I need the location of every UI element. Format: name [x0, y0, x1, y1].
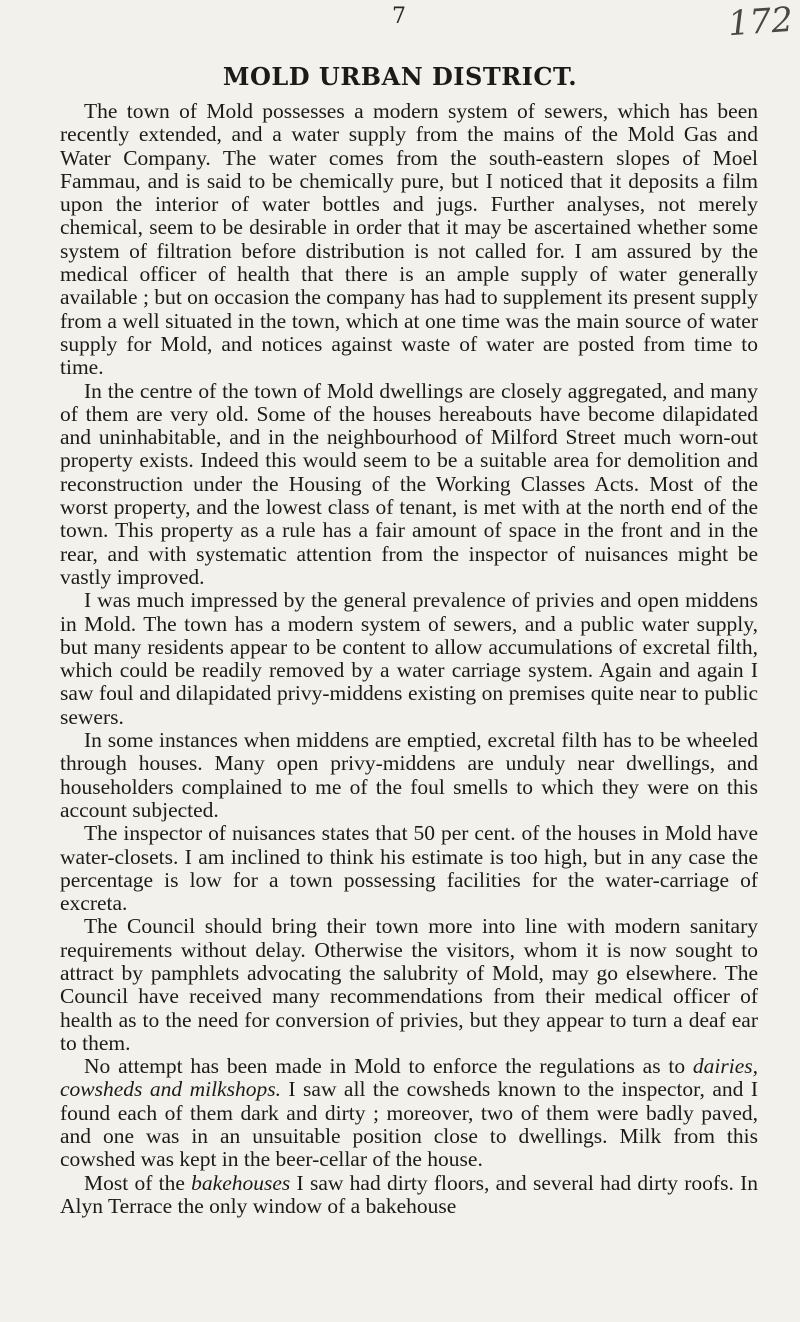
handwritten-page-mark: 172 — [726, 0, 795, 45]
text-segment: I saw all the cowsheds known to the inspector, and I found each of them dark and dirty ; moreover, two of them were badly paved, and one was in an unsuitable position close to dwellings. Milk from this cowshed was kept in the beer-cellar of the house. — [60, 1077, 758, 1172]
text-segment: In some instances when middens are emptied, excretal filth has to be wheeled through houses. Many open privy-middens are unduly near dwellings, and householders complained to me of the foul smells to which they were on this account subjected. — [60, 728, 758, 822]
text-segment-italic: bakehouses — [191, 1170, 291, 1195]
text-segment: The town of Mold possesses a modern system of sewers, which has been recently extended, and a water supply from the mains of the Mold Gas and Water Company. The water comes from the south-eastern slopes of Moel Fammau, and is said to be chemically pure, but I noticed that it deposits a film upon the interior of water bottles and jugs. Further analyses, not merely chemical, seem to be desirable in order that it may be ascertained whether some system of filtration before distribution is not called for. I am assured by the medical officer of health that there is an ample supply of water generally available ; but on occasion the company has had to supplement its present supply from a well situated in the town, which at one time was the main source of water supply for Mold, and notices against waste of water are posted from time to time. — [60, 99, 758, 380]
paragraph-water-supply — [60, 100, 758, 380]
text-segment: I was much impressed by the general prevalence of privies and open middens in Mold. The town has a modern system of sewers, and a public water supply, but many residents appear to be content to allow accumulations of excretal filth, which could be readily removed by a water carriage system. Again and again I saw foul and dilapidated privy-middens existing on premises quite near to public sewers. — [60, 588, 758, 729]
paragraph-water-closets — [60, 822, 758, 915]
paragraph-bakehouses — [60, 1172, 758, 1219]
paragraph-dairies — [60, 1055, 758, 1171]
paragraph-dwellings — [60, 380, 758, 590]
text-segment: I saw had dirty floors, and several had dirty roofs. In Alyn Terrace the only window of a bakehouse — [60, 1170, 758, 1218]
page-number: 7 — [392, 4, 406, 29]
text-segment: The Council should bring their town more into line with modern sanitary requirements without delay. Otherwise the visitors, whom it is now sought to attract by pamphlets advocating the salubrity of Mold, may go elsewhere. The Council have received many recommendations from their medical officer of health as to the need for conversion of privies, but they appear to turn a deaf ear to them. — [60, 914, 758, 1055]
section-title: MOLD URBAN DISTRICT. — [222, 62, 578, 91]
text-segment-italic: dairies, cowsheds and milkshops. — [60, 1054, 758, 1102]
paragraph-council — [60, 915, 758, 1055]
paragraph-middens — [60, 729, 758, 822]
text-segment: The inspector of nuisances states that 50 per cent. of the houses in Mold have water-closets. I am inclined to think his estimate is too high, but in any case the percentage is low for a town possessing facilities for the water-carriage of excreta. — [60, 821, 758, 916]
paragraph-privies — [60, 589, 758, 729]
text-segment: No attempt has been made in Mold to enforce the regulations as to — [84, 1054, 693, 1079]
body-text — [60, 100, 758, 1218]
text-segment: In the centre of the town of Mold dwellings are closely aggregated, and many of them are very old. Some of the houses hereabouts have become dilapidated and uninhabitable, and in the neighbourhood of Milford Street much worn-out property exists. Indeed this would seem to be a suitable area for demolition and reconstruction under the Housing of the Working Classes Acts. Most of the worst property, and the lowest class of tenant, is met with at the north end of the town. This property as a rule has a fair amount of space in the front and in the rear, and with systematic attention from the inspector of nuisances might be vastly improved. — [60, 378, 758, 589]
text-segment: Most of the — [84, 1170, 192, 1195]
